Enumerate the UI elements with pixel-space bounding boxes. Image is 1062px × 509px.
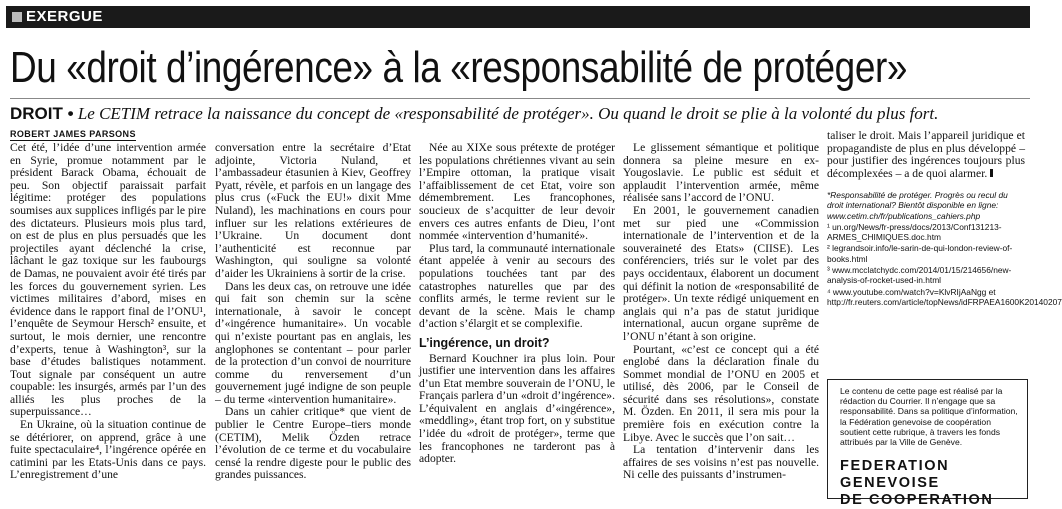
rubric-square-icon xyxy=(12,12,22,22)
headline-divider xyxy=(10,98,1030,99)
sponsor-text: Le contenu de cette page est réalisé par la rédaction du Courrier. Il n’engage que sa responsabilité. Dans sa politique d’information, la Fédération genevoise de coopération soutient cette rubrique, à travers les fonds attribués par la Ville de Genève. xyxy=(840,386,1018,448)
standfirst-text: Le CETIM retrace la naissance du concept de «responsabilité de protéger». Ou quand le droit se plie à la volonté du plus fort. xyxy=(77,104,939,123)
rubric-label: EXERGUE xyxy=(26,8,103,25)
paragraph: Dans un cahier critique* que vient de publier le Centre Europe–tiers monde (CETIM), Melik Özden retrace l’évolution de ce terme et du vocabulaire censé la rendre digeste pour le public des grandes puissances. xyxy=(215,405,411,482)
paragraph: Le glissement sémantique et politique donnera sa pleine mesure en ex-Yougoslavie. Le public est séduit et applaudit l’intervention armée, même réalisée sans l’accord de l’ONU. xyxy=(623,141,819,205)
logo-line: FEDERATION GENEVOISE xyxy=(840,458,950,491)
byline: ROBERT JAMES PARSONS xyxy=(10,129,136,139)
footnote: ³ www.mcclatchydc.com/2014/01/15/214656/new-analysis-of-rocket-used-in.html xyxy=(827,265,1012,286)
rubric-bar xyxy=(6,6,1030,28)
footnote: ¹ un.org/News/fr-press/docs/2013/Conf131213-ARMES_CHIMIQUES.doc.htm xyxy=(827,221,1002,243)
paragraph: Cet été, l’idée d’une intervention armée en Syrie, promue notamment par le président Barack Obama, échouait de peu. Son objectif paraissait parfait légitime: protéger des populations soumises aux supplices infligés par le pire des dictateurs. Plusieurs mois plus tard, on est de plus en plus persuadés que les projectiles ayant déclenché la crise, lâchant le gaz toxique sur les faubourgs de Damas, ne pouvaient avoir été tirés par les forces du gouvernement syrien. Les victimes militaires d’abord, mises en évidence dans le rapport final de l’ONU¹, l’enquête de Seymour Hersch² ensuite, et surtout, le mois dernier, une rencontre d’experts, tenue à Washington³, sur la base d’études balistiques notamment. Tout signale par conséquent un autre coupable: les insurgés, armés par l’un des alliés les plus proches de la superpuissance… xyxy=(10,141,206,419)
paragraph: En Ukraine, où la situation continue de se détériorer, on apprend, grâce à une fuite spectaculaire⁴, l’ingérence opérée en catimini par les Etats-Unis dans ce pays. L’enregistrement d’une xyxy=(10,418,206,482)
paragraph xyxy=(827,130,1025,180)
subheading: L’ingérence, un droit? xyxy=(419,335,550,350)
paragraph-text: taliser le droit. Mais l’appareil juridique et propagandiste de plus en plus développé – pour justifier des ingérences toujours plus décomplexées – a de quoi alarmer. xyxy=(827,129,1025,180)
column-1 xyxy=(10,142,206,482)
footnote: ² legrandsoir.info/le-sarin-de-qui-london-review-of-books.html xyxy=(827,243,1013,264)
footnotes xyxy=(827,190,1062,308)
paragraph: Dans les deux cas, on retrouve une idée qui fait son chemin sur la scène internationale, à savoir le concept d’«ingérence humanitaire». Un vocable qui n’existe pourtant pas en anglais, les anglophones se contentant – pour parler de la protection d’un convoi de nourriture comme du renversement d’un gouvernement jugé indigne de son peuple – du terme «intervention humanitaire». xyxy=(215,279,411,406)
paragraph: Bernard Kouchner ira plus loin. Pour justifier une intervention dans les affaires d’un Etat membre souverain de l’ONU, le Français parlera d’un «droit d’ingérence». L’équivalent en anglais d’«ingérence», «meddling», étant trop fort, on y substitue l’idée du «droit de protéger», terme que les francophones ne tarderont pas à adopter. xyxy=(419,351,615,466)
column-3 xyxy=(419,142,615,466)
standfirst xyxy=(10,104,938,124)
logo-line: DE COOPERATION xyxy=(840,492,994,508)
paragraph: Née au XIXe sous prétexte de protéger les populations chrétiennes vivant au sein l’Empire ottoman, la pratique visait l’affaiblissement de cet Etat, voire son démembrement. Les francophones, soucieux de s’acquitter de leur devoir envers ces autres enfants de Dieu, l’ont nommée «intervention d’humanité». xyxy=(419,141,615,243)
column-4 xyxy=(623,142,819,482)
standfirst-kicker: DROIT • xyxy=(10,104,74,123)
footnote: *Responsabilité de protéger. Progrès ou recul du droit international? Bientôt disponible en ligne: www.cetim.ch/fr/publications_cahiers.php xyxy=(827,190,1008,221)
column-2 xyxy=(215,142,411,482)
article-headline: Du «droit d’ingérence» à la «responsabilité de protéger» xyxy=(10,43,907,92)
column-5 xyxy=(827,130,1025,180)
footnote: ⁴ www.youtube.com/watch?v=KlvRIjAaNgg et http://fr.reuters.com/article/topNews/idFRPAEA1600K20140207 xyxy=(827,286,1062,307)
end-mark-icon xyxy=(990,169,993,177)
sponsor-box xyxy=(827,379,1028,508)
paragraph: Pourtant, «c’est ce concept qui a été englobé dans la déclaration finale du Sommet mondial de l’ONU en 2005 et utilisé, dès 2006, par le Conseil de sécurité dans ses résolutions», constate M. Özden. En 2011, il sera mis pour la première fois en exécution contre la Libye. Avec le succès que l’on sait… xyxy=(623,342,819,444)
paragraph: La tentation d’intervenir dans les affaires de ses voisins n’est pas nouvelle. Ni celle des puissants d’instrumen- xyxy=(623,443,819,482)
sponsor-logo xyxy=(840,458,1027,509)
paragraph: En 2001, le gouvernement canadien met sur pied une «Commission internationale de l’intervention et de la souveraineté des Etats» (CIISE). Les conférenciers, triés sur le volet par des pays occidentaux, élaborent un document qui définit la notion de «responsabilité de protéger». Un texte rédigé uniquement en anglais qui n’a pas de statut juridique international, aucun organe suprême de l’ONU n’étant à son origine. xyxy=(623,203,819,343)
paragraph: Plus tard, la communauté internationale étant appelée à venir au secours des populations touchées tant par des catastrophes naturelles que par des conflits armés, le terme revient sur le devant de la scène. Mais le champ d’action s’élargit et se complexifie. xyxy=(419,241,615,331)
paragraph: conversation entre la secrétaire d’Etat adjointe, Victoria Nuland, et l’ambassadeur étasunien à Kiev, Geoffrey Pyatt, révèle, et parfois en un langage des plus crus («Fuck the EU!» dixit Mme Nuland), les machinations en cours pour influer sur les relations extérieures de l’Ukraine. Un document dont l’authenticité est reconnue par Washington, qui souligne sa volonté d’aider les Ukrainiens à sortir de la crise. xyxy=(215,141,411,280)
